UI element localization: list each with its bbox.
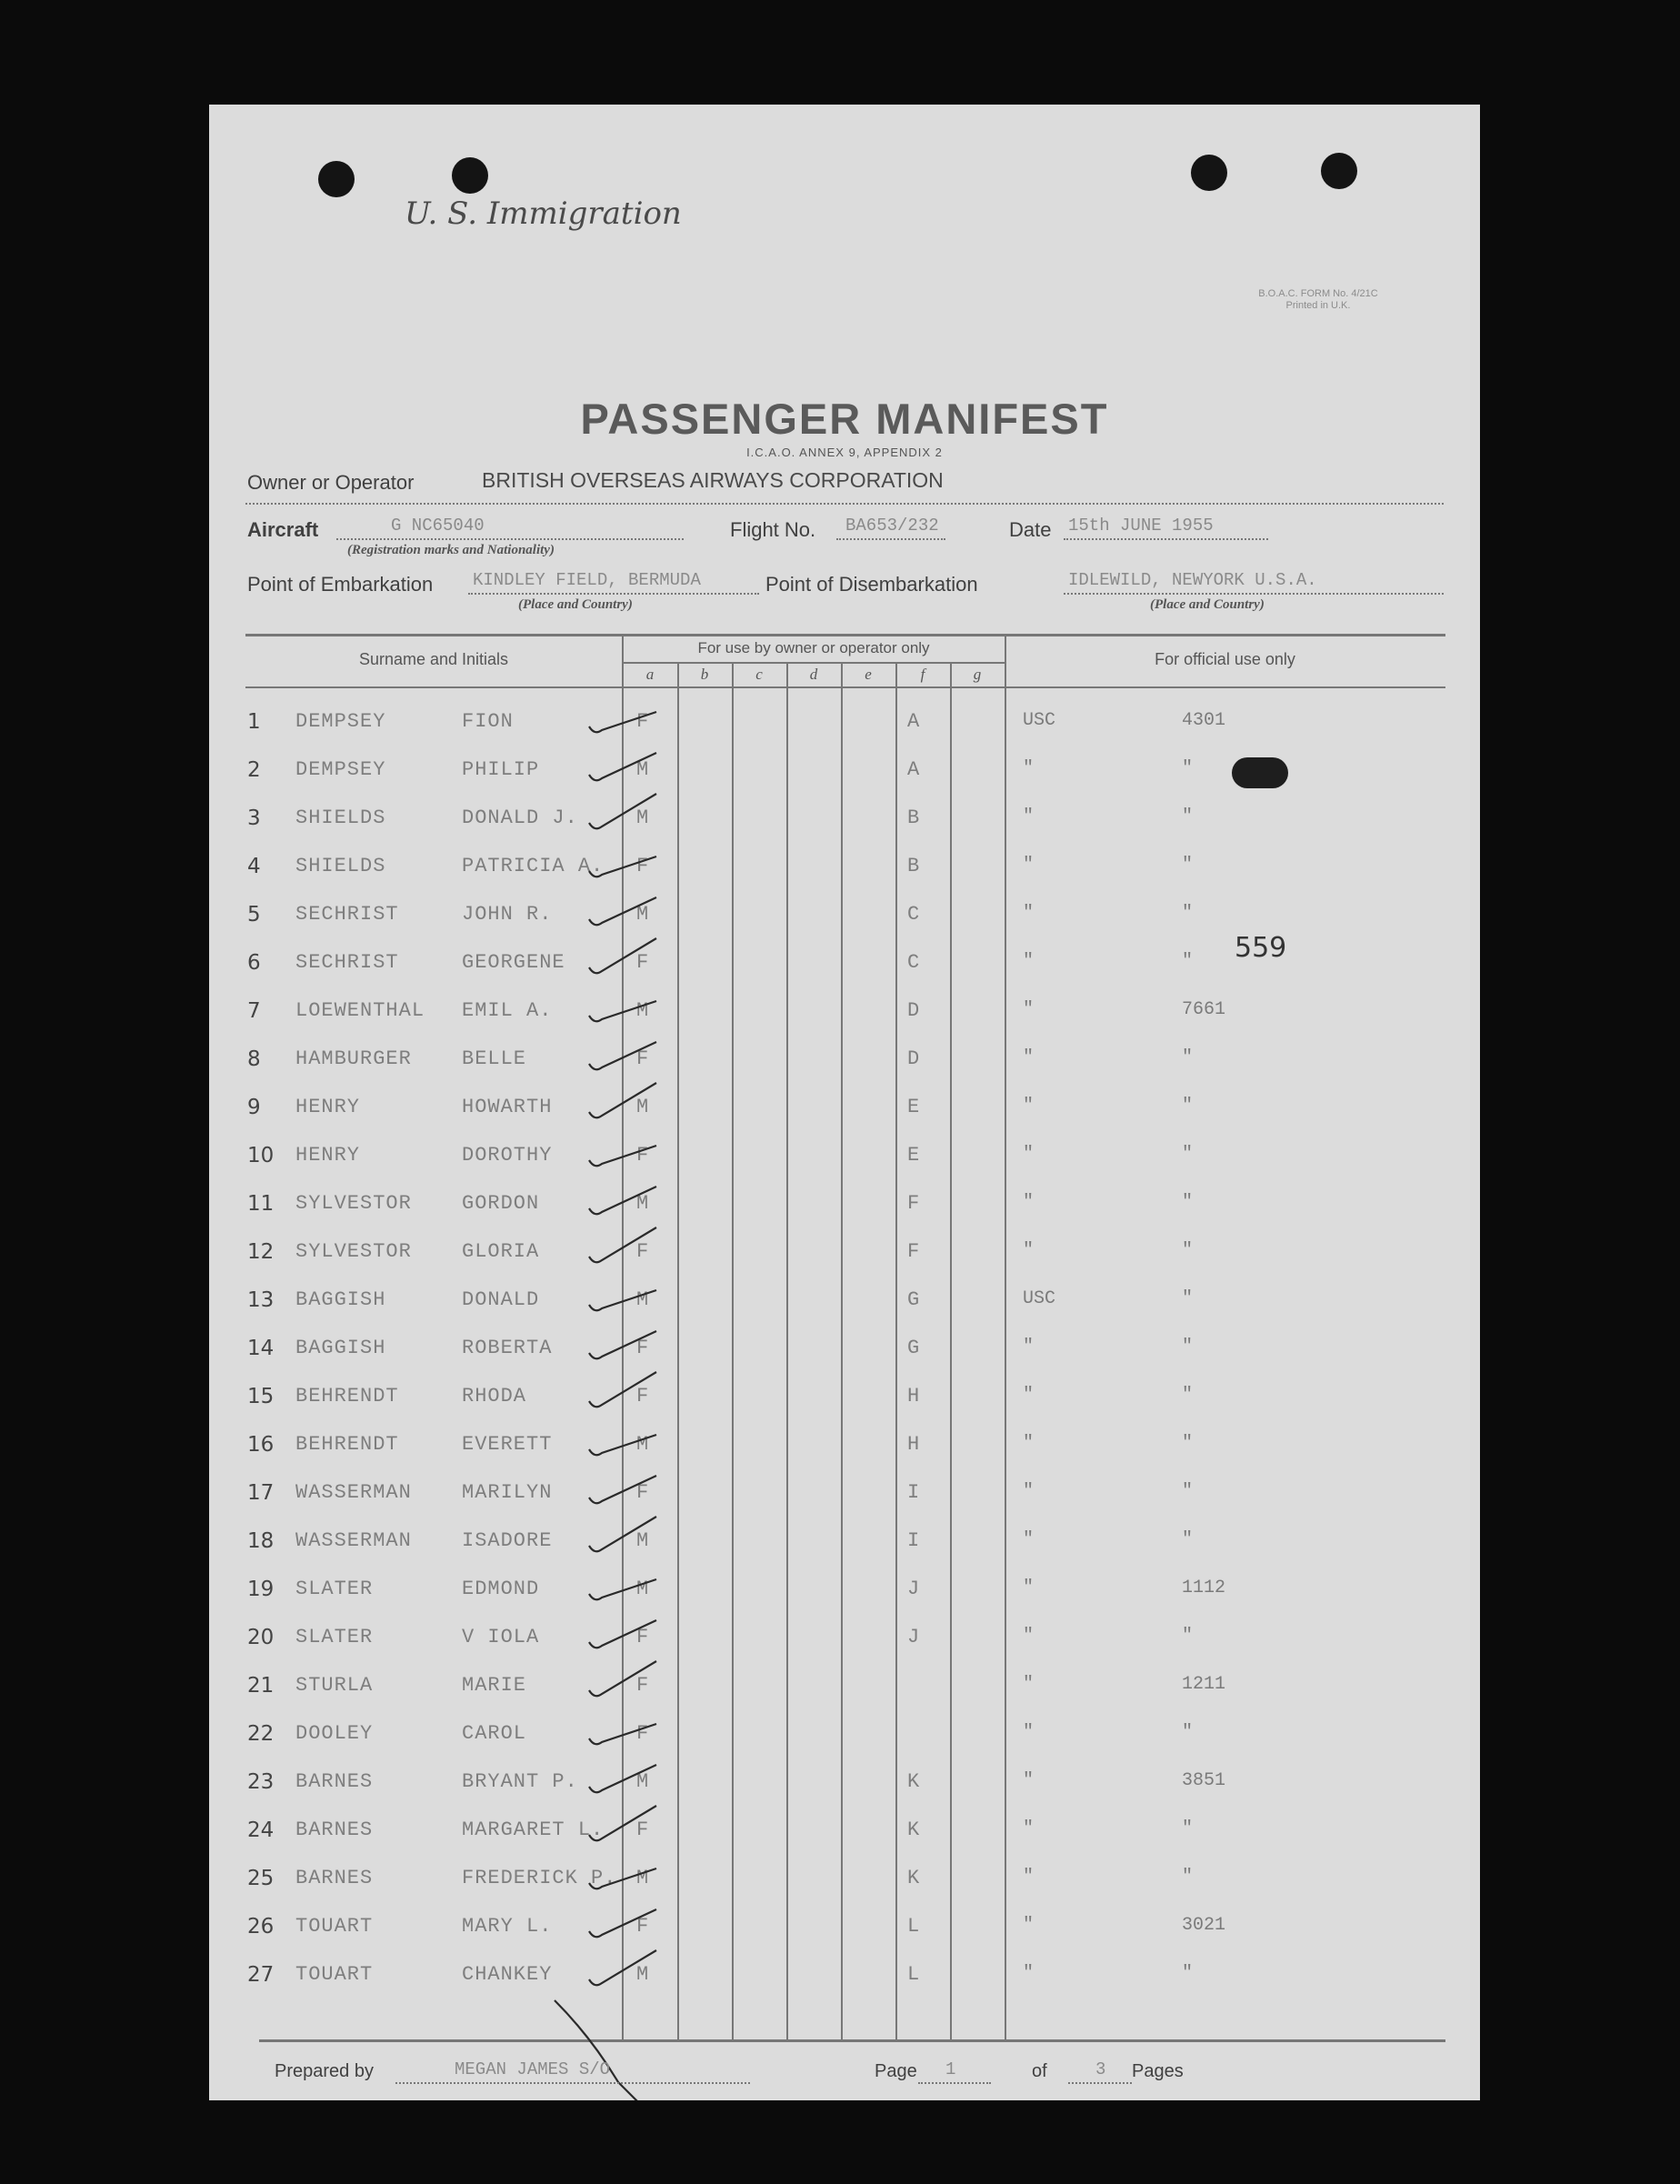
check-mark — [589, 1083, 656, 1117]
passenger-surname: BARNES — [295, 1867, 374, 1889]
passenger-given-name: MARILYN — [462, 1481, 553, 1504]
group-cell: E — [907, 1096, 921, 1118]
passenger-given-name: V IOLA — [462, 1626, 540, 1648]
official-reference: 3021 — [1182, 1915, 1226, 1936]
official-status: " — [1023, 1578, 1035, 1598]
embarkation-value: KINDLEY FIELD, BERMUDA — [473, 570, 701, 590]
sex-cell: F — [636, 1385, 650, 1408]
passenger-given-name: DOROTHY — [462, 1144, 553, 1167]
date-value: 15th JUNE 1955 — [1068, 516, 1214, 536]
passenger-given-name: EDMOND — [462, 1578, 540, 1600]
official-reference: " — [1182, 1096, 1194, 1117]
official-reference: " — [1182, 1626, 1194, 1647]
surname-header: Surname and Initials — [358, 650, 509, 668]
official-status: " — [1023, 999, 1035, 1020]
check-mark — [589, 1765, 656, 1792]
passenger-given-name: MARY L. — [462, 1915, 553, 1938]
row-number: 6 — [247, 951, 261, 975]
column-f-header: f — [920, 666, 925, 683]
prepared-label: Prepared by — [275, 2061, 374, 2081]
official-status: " — [1023, 903, 1035, 924]
row-number: 11 — [247, 1192, 275, 1216]
passenger-given-name: EVERETT — [462, 1433, 553, 1456]
prepared-value: MEGAN JAMES S/O — [455, 2059, 611, 2079]
passenger-surname: SHIELDS — [295, 806, 386, 829]
passenger-given-name: PATRICIA A. — [462, 855, 605, 877]
official-reference: " — [1182, 1385, 1194, 1406]
official-reference: " — [1182, 1818, 1194, 1839]
passenger-given-name: GEORGENE — [462, 951, 565, 974]
passenger-surname: DEMPSEY — [295, 710, 386, 733]
official-status: " — [1023, 1047, 1035, 1068]
column-a-header: a — [645, 666, 655, 683]
official-reference: " — [1182, 1240, 1194, 1261]
passenger-surname: SHIELDS — [295, 855, 386, 877]
aircraft-label: Aircraft — [247, 518, 319, 541]
flight-value: BA653/232 — [845, 516, 939, 536]
group-cell: D — [907, 999, 921, 1022]
row-number: 15 — [247, 1385, 275, 1408]
official-status: " — [1023, 1481, 1035, 1502]
page-label: Page — [875, 2061, 917, 2081]
sex-cell: F — [636, 1722, 650, 1745]
sex-cell: F — [636, 1481, 650, 1504]
group-cell: F — [907, 1240, 921, 1263]
passenger-given-name: BRYANT P. — [462, 1770, 578, 1793]
passenger-surname: TOUART — [295, 1915, 374, 1938]
sex-cell: M — [636, 903, 650, 926]
group-cell: B — [907, 855, 921, 877]
owner-label: Owner or Operator — [247, 471, 415, 494]
passenger-surname: HENRY — [295, 1096, 361, 1118]
official-reference: " — [1182, 1722, 1194, 1743]
row-number: 26 — [247, 1915, 275, 1939]
passenger-given-name: DONALD — [462, 1288, 540, 1311]
group-cell: L — [907, 1915, 921, 1938]
official-status: USC — [1023, 710, 1056, 731]
check-mark — [589, 1909, 656, 1937]
sex-cell: F — [636, 951, 650, 974]
official-status: " — [1023, 1144, 1035, 1165]
official-status: " — [1023, 1433, 1035, 1454]
official-reference: " — [1182, 758, 1194, 779]
official-reference: " — [1182, 951, 1194, 972]
passenger-surname: SECHRIST — [295, 951, 399, 974]
sex-cell: M — [636, 1288, 650, 1311]
passenger-given-name: JOHN R. — [462, 903, 553, 926]
row-number: 19 — [247, 1578, 275, 1601]
sex-cell: M — [636, 1770, 650, 1793]
page-title: PASSENGER MANIFEST — [580, 395, 1109, 443]
check-mark — [589, 1146, 656, 1166]
check-mark — [589, 712, 656, 732]
check-mark — [589, 1950, 656, 1985]
sex-cell: M — [636, 1578, 650, 1600]
group-cell: K — [907, 1867, 921, 1889]
official-reference: " — [1182, 1433, 1194, 1454]
official-reference: " — [1182, 1192, 1194, 1213]
group-cell: K — [907, 1770, 921, 1793]
official-reference: 4301 — [1182, 710, 1226, 731]
passenger-surname: WASSERMAN — [295, 1481, 412, 1504]
row-number: 22 — [247, 1722, 275, 1746]
group-cell: K — [907, 1818, 921, 1841]
group-cell: J — [907, 1626, 921, 1648]
sex-cell: F — [636, 1047, 650, 1070]
row-number: 24 — [247, 1818, 275, 1842]
column-b-header: b — [700, 666, 709, 683]
official-reference: " — [1182, 855, 1194, 876]
official-status: " — [1023, 1529, 1035, 1550]
check-mark — [589, 1579, 656, 1599]
page-value: 1 — [945, 2059, 956, 2079]
passenger-surname: SECHRIST — [295, 903, 399, 926]
official-status: " — [1023, 1770, 1035, 1791]
group-cell: C — [907, 903, 921, 926]
passenger-given-name: MARGARET L. — [462, 1818, 605, 1841]
passenger-surname: WASSERMAN — [295, 1529, 412, 1552]
column-c-header: c — [755, 666, 763, 683]
check-mark — [589, 1331, 656, 1358]
sex-cell: M — [636, 1433, 650, 1456]
sex-cell: M — [636, 1096, 650, 1118]
passenger-given-name: MARIE — [462, 1674, 527, 1697]
date-label: Date — [1009, 518, 1052, 541]
group-cell: A — [907, 758, 921, 781]
official-status: " — [1023, 855, 1035, 876]
passenger-surname: BARNES — [295, 1818, 374, 1841]
official-reference: " — [1182, 1481, 1194, 1502]
aircraft-value: G NC65040 — [391, 516, 485, 536]
embarkation-label: Point of Embarkation — [247, 573, 434, 596]
official-reference: 1211 — [1182, 1674, 1226, 1695]
official-status: USC — [1023, 1288, 1056, 1309]
sex-cell: M — [636, 999, 650, 1022]
official-reference: " — [1182, 806, 1194, 827]
official-status: " — [1023, 1096, 1035, 1117]
official-reference: 7661 — [1182, 999, 1226, 1020]
row-number: 1 — [247, 710, 261, 734]
group-cell: I — [907, 1529, 921, 1552]
official-status: " — [1023, 1385, 1035, 1406]
official-header: For official use only — [1155, 650, 1295, 668]
group-cell: E — [907, 1144, 921, 1167]
passenger-given-name: PHILIP — [462, 758, 540, 781]
official-status: " — [1023, 806, 1035, 827]
sex-cell: M — [636, 758, 650, 781]
sex-cell: F — [636, 1240, 650, 1263]
check-mark — [589, 1435, 656, 1455]
registration-note: (Registration marks and Nationality) — [347, 543, 555, 557]
official-reference: " — [1182, 1867, 1194, 1888]
row-number: 10 — [247, 1144, 275, 1167]
column-d-header: d — [809, 666, 818, 683]
official-status: " — [1023, 1337, 1035, 1357]
official-reference: " — [1182, 1963, 1194, 1984]
tick-marks — [209, 105, 1480, 2100]
total-pages: 3 — [1095, 2059, 1106, 2079]
official-status: " — [1023, 1963, 1035, 1984]
page-subtitle: I.C.A.O. ANNEX 9, APPENDIX 2 — [746, 446, 943, 459]
official-status: " — [1023, 1674, 1035, 1695]
row-number: 9 — [247, 1096, 261, 1119]
passenger-surname: SYLVESTOR — [295, 1192, 412, 1215]
group-cell: H — [907, 1433, 921, 1456]
group-cell: H — [907, 1385, 921, 1408]
sex-cell: F — [636, 1337, 650, 1359]
group-cell: C — [907, 951, 921, 974]
sex-cell: F — [636, 710, 650, 733]
official-status: " — [1023, 1240, 1035, 1261]
column-e-header: e — [865, 666, 872, 683]
passenger-surname: DOOLEY — [295, 1722, 374, 1745]
passenger-surname: LOEWENTHAL — [295, 999, 425, 1022]
group-cell: D — [907, 1047, 921, 1070]
official-status: " — [1023, 1867, 1035, 1888]
row-number: 3 — [247, 806, 261, 830]
passenger-surname: HENRY — [295, 1144, 361, 1167]
stamp-number: 559 — [1235, 932, 1287, 964]
row-number: 2 — [247, 758, 261, 782]
official-reference: " — [1182, 1144, 1194, 1165]
passenger-given-name: ROBERTA — [462, 1337, 553, 1359]
passenger-surname: SLATER — [295, 1578, 374, 1600]
group-cell: G — [907, 1337, 921, 1359]
check-mark — [589, 1290, 656, 1310]
official-status: " — [1023, 1192, 1035, 1213]
check-mark — [589, 1001, 656, 1021]
official-reference: " — [1182, 1288, 1194, 1309]
official-status: " — [1023, 1915, 1035, 1936]
pages-label: Pages — [1132, 2061, 1184, 2081]
official-status: " — [1023, 951, 1035, 972]
check-mark — [589, 1661, 656, 1696]
operator-header: For use by owner or operator only — [697, 639, 930, 656]
sex-cell: M — [636, 1867, 650, 1889]
sex-cell: F — [636, 1674, 650, 1697]
row-number: 20 — [247, 1626, 275, 1649]
row-number: 5 — [247, 903, 261, 927]
row-number: 13 — [247, 1288, 275, 1312]
group-cell: A — [907, 710, 921, 733]
official-reference: " — [1182, 1047, 1194, 1068]
group-cell: J — [907, 1578, 921, 1600]
passenger-given-name: HOWARTH — [462, 1096, 553, 1118]
sex-cell: M — [636, 1963, 650, 1986]
check-mark — [589, 1372, 656, 1407]
handwritten-annotation: U. S. Immigration — [405, 195, 682, 232]
disembarkation-place-note: (Place and Country) — [1150, 597, 1265, 612]
passenger-given-name: FREDERICK P. — [462, 1867, 617, 1889]
row-number: 23 — [247, 1770, 275, 1794]
sex-cell: F — [636, 1915, 650, 1938]
check-mark — [589, 753, 656, 780]
row-number: 17 — [247, 1481, 275, 1505]
check-mark — [589, 1806, 656, 1840]
passenger-surname: SYLVESTOR — [295, 1240, 412, 1263]
official-status: " — [1023, 758, 1035, 779]
row-number: 7 — [247, 999, 261, 1023]
column-g-header: g — [973, 666, 982, 683]
official-status: " — [1023, 1818, 1035, 1839]
passenger-surname: BAGGISH — [295, 1337, 386, 1359]
sex-cell: M — [636, 1529, 650, 1552]
passenger-surname: BARNES — [295, 1770, 374, 1793]
check-mark — [589, 1042, 656, 1069]
official-reference: 1112 — [1182, 1578, 1226, 1598]
group-cell: L — [907, 1963, 921, 1986]
check-mark — [589, 1476, 656, 1503]
passenger-surname: BEHRENDT — [295, 1385, 399, 1408]
flight-label: Flight No. — [730, 518, 816, 541]
row-number: 12 — [247, 1240, 275, 1264]
official-status: " — [1023, 1626, 1035, 1647]
group-cell: F — [907, 1192, 921, 1215]
official-reference: 3851 — [1182, 1770, 1226, 1791]
row-number: 25 — [247, 1867, 275, 1890]
check-mark — [589, 1187, 656, 1214]
passenger-given-name: GORDON — [462, 1192, 540, 1215]
passenger-surname: TOUART — [295, 1963, 374, 1986]
passenger-given-name: FION — [462, 710, 514, 733]
official-reference: " — [1182, 1337, 1194, 1357]
official-reference: " — [1182, 903, 1194, 924]
passenger-given-name: CAROL — [462, 1722, 527, 1745]
pen-stroke — [555, 2000, 682, 2100]
group-cell: B — [907, 806, 921, 829]
form-number: B.O.A.C. FORM No. 4/21C Printed in U.K. — [1258, 288, 1378, 311]
sex-cell: M — [636, 1192, 650, 1215]
row-number: 21 — [247, 1674, 275, 1698]
row-number: 18 — [247, 1529, 275, 1553]
check-mark — [589, 897, 656, 925]
check-mark — [589, 1517, 656, 1551]
sex-cell: M — [636, 806, 650, 829]
passenger-surname: HAMBURGER — [295, 1047, 412, 1070]
sex-cell: F — [636, 1144, 650, 1167]
passenger-given-name: GLORIA — [462, 1240, 540, 1263]
passenger-surname: BEHRENDT — [295, 1433, 399, 1456]
passenger-surname: SLATER — [295, 1626, 374, 1648]
check-mark — [589, 857, 656, 877]
passenger-given-name: CHANKEY — [462, 1963, 553, 1986]
row-number: 4 — [247, 855, 261, 878]
passenger-given-name: BELLE — [462, 1047, 527, 1070]
group-cell: I — [907, 1481, 921, 1504]
of-label: of — [1032, 2061, 1047, 2081]
passenger-given-name: DONALD J. — [462, 806, 578, 829]
manifest-sheet — [209, 105, 1480, 2100]
passenger-given-name: EMIL A. — [462, 999, 553, 1022]
official-reference: " — [1182, 1529, 1194, 1550]
passenger-surname: DEMPSEY — [295, 758, 386, 781]
sex-cell: F — [636, 1626, 650, 1648]
check-mark — [589, 1620, 656, 1648]
passenger-given-name: ISADORE — [462, 1529, 553, 1552]
row-number: 8 — [247, 1047, 261, 1071]
check-mark — [589, 794, 656, 828]
sex-cell: F — [636, 1818, 650, 1841]
check-mark — [589, 1227, 656, 1262]
disembarkation-value: IDLEWILD, NEWYORK U.S.A. — [1068, 570, 1317, 590]
passenger-given-name: RHODA — [462, 1385, 527, 1408]
ink-smudge — [1232, 757, 1288, 788]
passenger-surname: BAGGISH — [295, 1288, 386, 1311]
sex-cell: F — [636, 855, 650, 877]
group-cell: G — [907, 1288, 921, 1311]
row-number: 16 — [247, 1433, 275, 1457]
check-mark — [589, 1724, 656, 1744]
official-status: " — [1023, 1722, 1035, 1743]
disembarkation-label: Point of Disembarkation — [765, 573, 978, 596]
check-mark — [589, 1868, 656, 1888]
check-mark — [589, 938, 656, 973]
row-number: 27 — [247, 1963, 275, 1987]
row-number: 14 — [247, 1337, 275, 1360]
owner-value: BRITISH OVERSEAS AIRWAYS CORPORATION — [482, 468, 944, 492]
embarkation-place-note: (Place and Country) — [518, 597, 633, 612]
passenger-surname: STURLA — [295, 1674, 374, 1697]
